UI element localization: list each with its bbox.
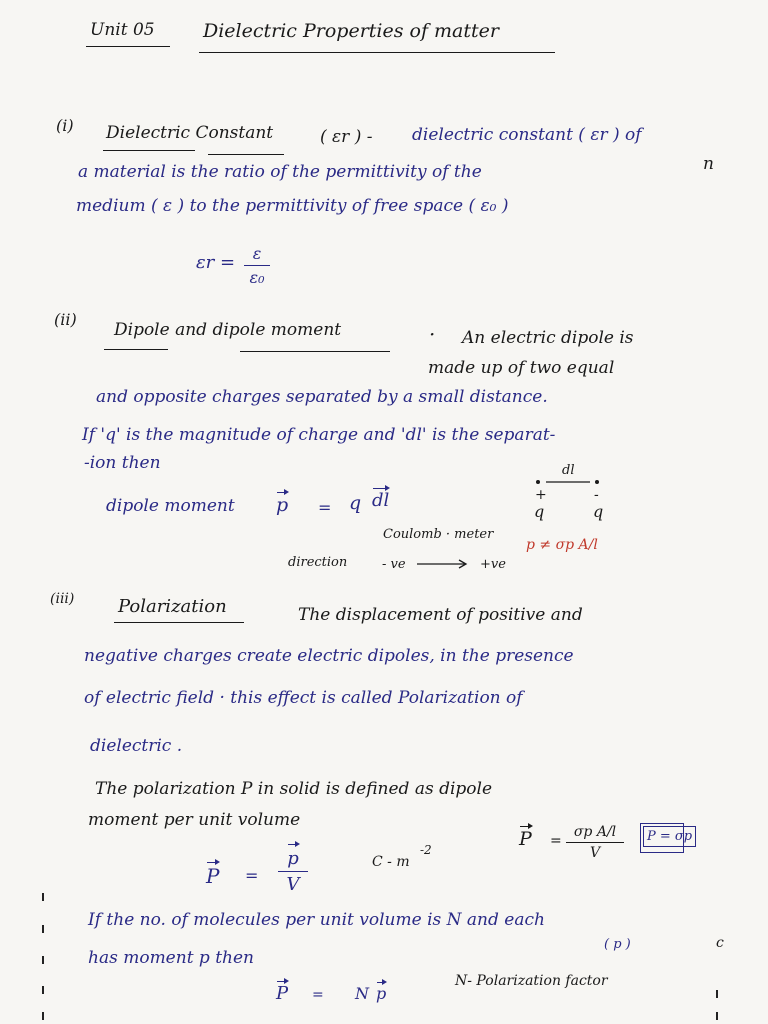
moment-note: ( p ) [604, 937, 631, 952]
margin-tick [42, 1012, 44, 1020]
section-3-line-5: The polarization P in solid is defined as dipole [95, 779, 493, 799]
section-2-line-4: If 'q' is the magnitude of charge and 'dl' is the separat- [82, 425, 556, 445]
fraction-bar [278, 871, 308, 872]
heading-dot: · [429, 322, 436, 346]
boxed-formula: P = σp [643, 826, 696, 847]
side-equals: = [550, 833, 562, 849]
formula-fraction [244, 244, 270, 287]
section-2-heading: Dipole and dipole moment [114, 320, 342, 340]
vector-note: p ≠ σp A/l [526, 537, 598, 553]
polarization-unit-exponent: -2 [420, 843, 432, 857]
final-N: N [355, 984, 369, 1003]
P-vector: P [206, 864, 220, 888]
section-1-line-3: medium ( ε ) to the permittivity of free space ( ε₀ ) [76, 196, 509, 216]
margin-mark: n [703, 154, 714, 174]
section-1-number: (i) [56, 116, 74, 135]
final-P [276, 985, 288, 1003]
p-vector: p [276, 494, 289, 516]
fraction-bar [566, 842, 624, 843]
dl-vector: dl [372, 490, 390, 511]
permittivity-symbol: ( εr ) - [320, 127, 373, 147]
polarization-fraction [278, 848, 308, 895]
section-3-line-2: negative charges create electric dipoles, in the presence [84, 646, 574, 666]
formula-denominator: ε₀ [249, 268, 265, 287]
diagram-q-left: q [534, 502, 545, 521]
heading-underline-3 [114, 622, 244, 623]
direction-label: direction [288, 555, 348, 570]
fraction-numerator [278, 848, 308, 869]
side-numerator: σp A/l [573, 824, 617, 840]
margin-tick [42, 925, 44, 933]
edge-mark: c [716, 935, 724, 951]
section-2-number: (ii) [54, 310, 77, 329]
section-3-line-8: has moment p then [88, 948, 255, 968]
side-denominator: V [589, 845, 601, 861]
heading-underline-2b [240, 351, 390, 352]
section-1-line-2: a material is the ratio of the permittivity of the [78, 162, 482, 182]
section-2-line-3: and opposite charges separated by a small distance. [96, 387, 548, 407]
polarization-unit: C - m [372, 854, 410, 870]
diagram-minus-sign: - [594, 487, 599, 503]
n-factor-note: N- Polarization factor [455, 973, 608, 989]
final-p [376, 986, 386, 1002]
side-P-vector: P [519, 828, 532, 850]
section-2-line-1: An electric dipole is [462, 328, 634, 348]
section-3-heading: Polarization [118, 596, 227, 617]
dipole-p-symbol [276, 496, 288, 515]
dipole-dl [372, 492, 389, 510]
fraction-denominator: V [286, 874, 300, 895]
unit-number: Unit 05 [90, 20, 155, 40]
section-3-line-6: moment per unit volume [88, 810, 301, 830]
dipole-equals: = [318, 498, 332, 517]
section-3-line-4: dielectric . [90, 736, 183, 756]
side-fraction [566, 824, 624, 861]
heading-underline-1a [103, 150, 195, 151]
margin-tick [42, 956, 44, 964]
section-3-number: (iii) [50, 591, 75, 607]
diagram-q-right: q [593, 502, 604, 521]
dipole-moment-label: dipole moment [106, 496, 235, 516]
polarization-equals: = [245, 866, 259, 885]
section-2-line-5: -ion then [84, 453, 161, 473]
margin-tick-right [716, 1012, 718, 1020]
heading-underline-2a [104, 349, 168, 350]
side-P [519, 830, 532, 849]
section-3-line-3: of electric field · this effect is called Polarization of [84, 688, 523, 708]
page-title: Dielectric Properties of matter [203, 20, 499, 42]
final-P-vector: P [276, 983, 289, 1004]
title-underline [199, 52, 555, 53]
margin-tick-right [716, 990, 718, 998]
diagram-dl-label: dl [562, 463, 575, 478]
section-3-line-1: The displacement of positive and [298, 605, 583, 625]
section-1-line-1: dielectric constant ( εr ) of [412, 125, 642, 145]
final-p-vector: p [376, 984, 387, 1003]
diagram-plus-sign: + [535, 487, 547, 503]
fraction-bar [244, 265, 270, 266]
unit-coulomb-meter: Coulomb · meter [383, 527, 494, 542]
direction-from: - ve [382, 557, 406, 572]
dipole-q: q [349, 492, 362, 514]
direction-arrow-icon [415, 558, 471, 570]
section-1-heading: Dielectric Constant [106, 123, 274, 143]
margin-tick [42, 893, 44, 901]
section-2-line-2: made up of two equal [428, 358, 615, 378]
formula-lhs: εr = [196, 252, 236, 273]
final-equals: = [312, 987, 324, 1003]
polarization-P [206, 866, 219, 886]
heading-underline-1b [208, 154, 284, 155]
margin-tick [42, 986, 44, 994]
formula-numerator: ε [252, 244, 262, 263]
section-3-line-7: If the no. of molecules per unit volume is N and each [88, 910, 545, 930]
unit-underline [86, 46, 170, 47]
p-num-vector: p [287, 848, 299, 869]
direction-to: +ve [480, 557, 506, 572]
